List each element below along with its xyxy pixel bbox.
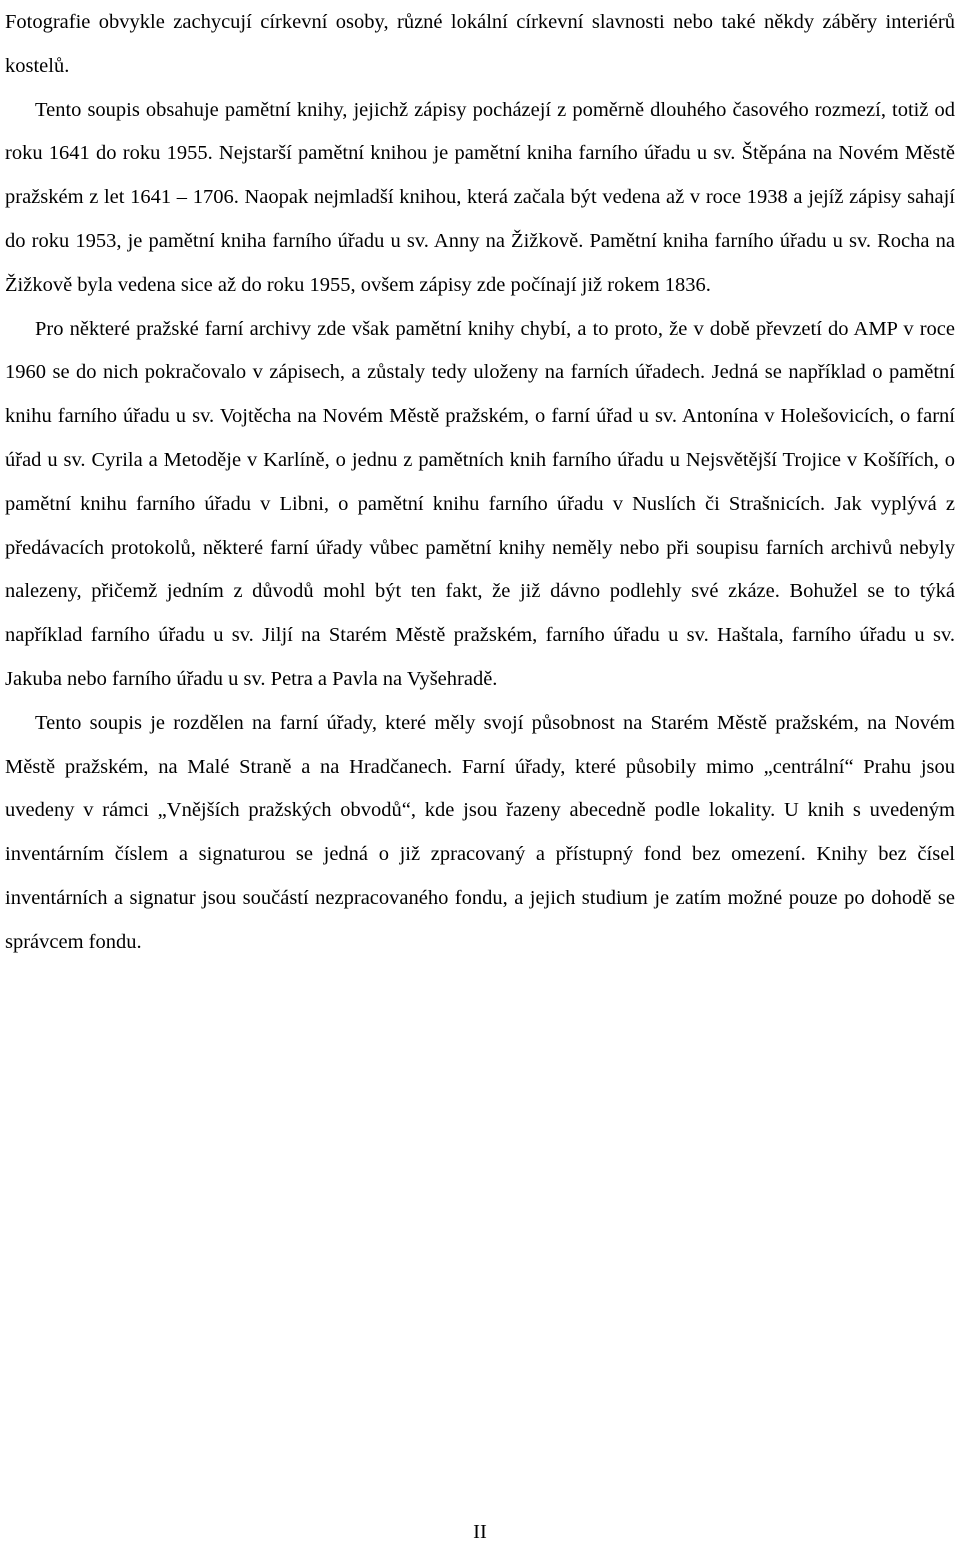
document-body xyxy=(5,0,955,965)
paragraph-photographs: Fotografie obvykle zachycují církevní osoby, různé lokální církevní slavnosti nebo také někdy záběry interiérů kostelů. xyxy=(5,11,955,77)
page-number: II xyxy=(473,1521,487,1543)
document-page xyxy=(5,0,955,1543)
paragraph-missing-books: Pro některé pražské farní archivy zde však pamětní knihy chybí, a to proto, že v době převzetí do AMP v roce 1960 se do nich pokračovalo v zápisech, a zůstaly tedy uloženy na farních úřadech. Jedná se například o pamětní knihu farního úřadu u sv. Vojtěcha na Novém Městě pražském, o farní úřad u sv. Antonína v Holešovicích, o farní úřad u sv. Cyrila a Metoděje v Karlíně, o jednu z pamětních knih farního úřadu u Nejsvětější Trojice v Košířích, o pamětní knihu farního úřadu v Libni, o pamětní knihu farního úřadu v Nuslích či Strašnicích. Jak vyplývá z předávacích protokolů, některé farní úřady vůbec pamětní knihy neměly nebo při soupisu farních archivů nebyly nalezeny, přičemž jedním z důvodů mohl být ten fakt, že již dávno podlehly své zkáze. Bohužel se to týká například farního úřadu u sv. Jiljí na Starém Městě pražském, farního úřadu u sv. Haštala, farního úřadu u sv. Jakuba nebo farního úřadu u sv. Petra a Pavla na Vyšehradě. xyxy=(5,317,955,690)
paragraph-structure: Tento soupis je rozdělen na farní úřady, které měly svojí působnost na Starém Městě pražském, na Novém Městě pražském, na Malé Straně a na Hradčanech. Farní úřady, které působily mimo „centrální“ Prahu jsou uvedeny v rámci „Vnějších pražských obvodů“, kde jsou řazeny abecedně podle lokality. U knih s uvedeným inventárním číslem a signaturou se jedná o již zpracovaný a přístupný fond bez omezení. Knihy bez čísel inventárních a signatur jsou součástí nezpracovaného fondu, a jejich studium je zatím možné pouze po dohodě se správcem fondu. xyxy=(5,711,955,953)
paragraph-time-range: Tento soupis obsahuje pamětní knihy, jejichž zápisy pocházejí z poměrně dlouhého časového rozmezí, totiž od roku 1641 do roku 1955. Nejstarší pamětní knihou je pamětní kniha farního úřadu u sv. Štěpána na Novém Městě pražském z let 1641 – 1706. Naopak nejmladší knihou, která začala být vedena až v roce 1938 a jejíž zápisy sahají do roku 1953, je pamětní kniha farního úřadu u sv. Anny na Žižkově. Pamětní kniha farního úřadu u sv. Rocha na Žižkově byla vedena sice až do roku 1955, ovšem zápisy zde počínají již rokem 1836. xyxy=(5,98,955,296)
